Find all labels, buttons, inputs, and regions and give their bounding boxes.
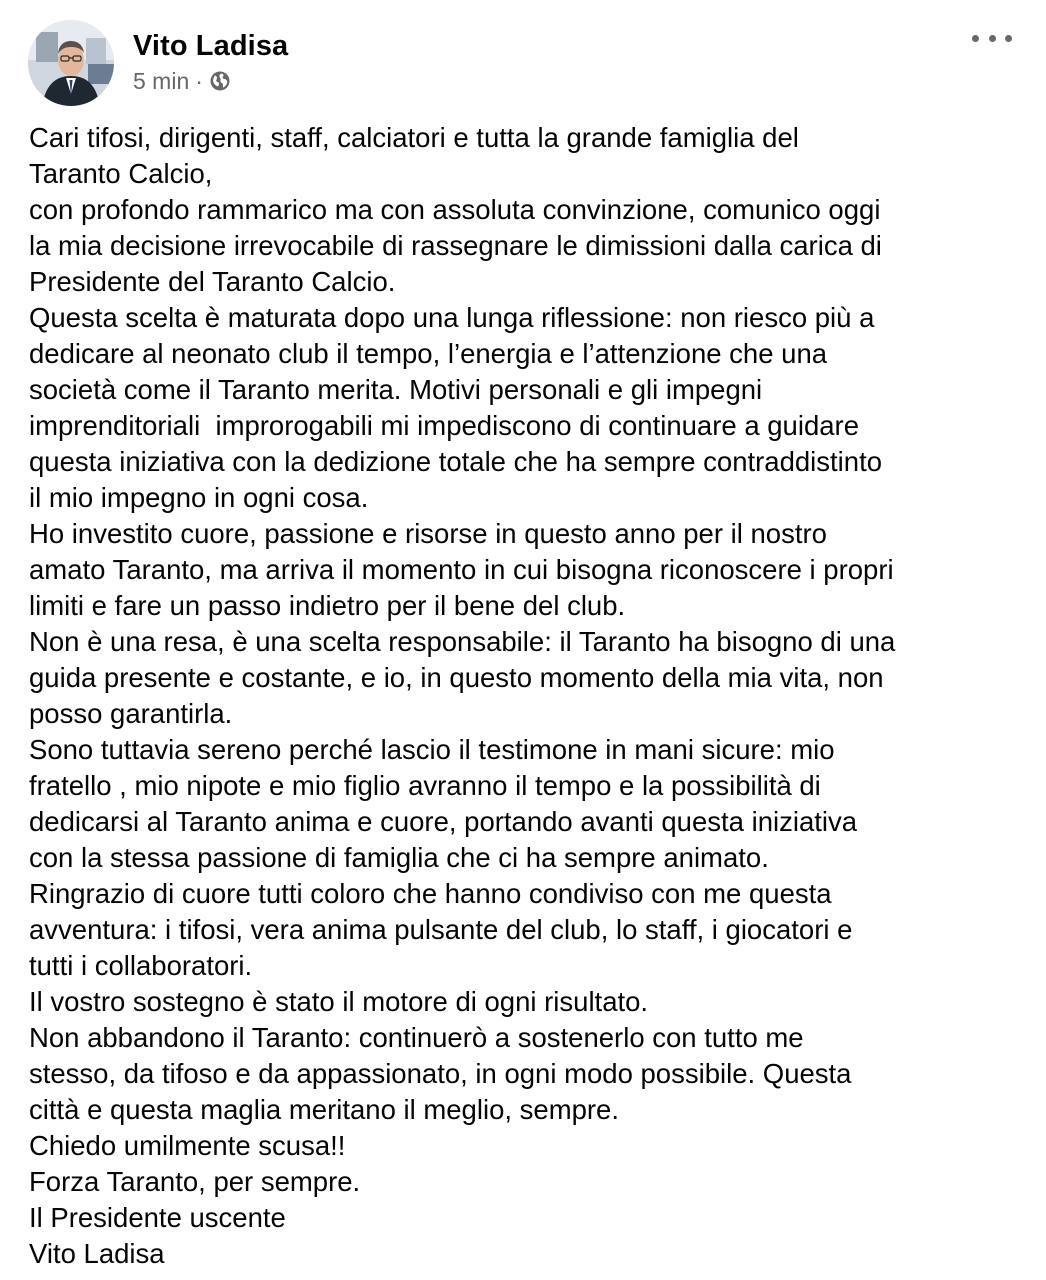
post-text-line: Ringrazio di cuore tutti coloro che hanno condiviso con me questa	[29, 878, 832, 909]
post-text-line: Questa scelta è maturata dopo una lunga riflessione: non riesco più a	[29, 302, 875, 333]
post-text-line: Chiedo umilmente scusa!!	[29, 1130, 346, 1161]
post-text-line: Taranto Calcio,	[29, 158, 213, 189]
post-text-line: avventura: i tifosi, vera anima pulsante del club, lo staff, i giocatori e	[29, 914, 853, 945]
post-timestamp[interactable]: 5 min	[133, 67, 190, 94]
post-text-line: con la stessa passione di famiglia che ci ha sempre animato.	[29, 842, 769, 873]
post-text-line: questa iniziativa con la dedizione totale che ha sempre contraddistinto	[29, 446, 883, 477]
post-text-line: Il vostro sostegno è stato il motore di ogni risultato.	[29, 986, 649, 1017]
post-text-line: posso garantirla.	[29, 698, 233, 729]
post-text-line: con profondo rammarico ma con assoluta convinzione, comunico oggi	[29, 194, 881, 225]
post-text-line: guida presente e costante, e io, in questo momento della mia vita, non	[29, 662, 884, 693]
post-text-line: città e questa maglia meritano il meglio, sempre.	[29, 1094, 619, 1125]
post-text	[29, 120, 1024, 1272]
meta-separator: ·	[195, 67, 203, 94]
post-text-line: Forza Taranto, per sempre.	[29, 1166, 361, 1197]
post-text-line: dedicare al neonato club il tempo, l’energia e l’attenzione che una	[29, 338, 828, 369]
post-text-line: imprenditoriali improrogabili mi impediscono di continuare a guidare	[29, 410, 859, 441]
more-horizontal-icon-dot	[1005, 35, 1012, 42]
more-options-button[interactable]	[972, 26, 1012, 50]
post-text-line: Non è una resa, è una scelta responsabile: il Taranto ha bisogno di una	[29, 626, 896, 657]
post-text-line: tutti i collaboratori.	[29, 950, 253, 981]
post-text-line: amato Taranto, ma arriva il momento in cui bisogna riconoscere i propri	[29, 554, 894, 585]
post-text-line: Cari tifosi, dirigenti, staff, calciatori e tutta la grande famiglia del	[29, 122, 799, 153]
avatar-image	[28, 20, 114, 106]
author-name[interactable]: Vito Ladisa	[133, 30, 289, 62]
post-text-line: il mio impegno in ogni cosa.	[29, 482, 369, 513]
avatar[interactable]	[28, 20, 114, 106]
post-text-line: fratello , mio nipote e mio figlio avranno il tempo e la possibilità di	[29, 770, 821, 801]
post-meta	[133, 66, 231, 96]
post-text-line: dedicarsi al Taranto anima e cuore, portando avanti questa iniziativa	[29, 806, 858, 837]
post-text-line: la mia decisione irrevocabile di rassegnare le dimissioni dalla carica di	[29, 230, 882, 261]
post-text-line: Vito Ladisa	[29, 1238, 165, 1269]
post-text-line: stesso, da tifoso e da appassionato, in ogni modo possibile. Questa	[29, 1058, 852, 1089]
globe-icon[interactable]	[209, 70, 231, 92]
post-text-line: Il Presidente uscente	[29, 1202, 286, 1233]
post-header	[28, 20, 1018, 110]
post-text-line: Presidente del Taranto Calcio.	[29, 266, 396, 297]
post-text-line: limiti e fare un passo indietro per il bene del club.	[29, 590, 626, 621]
post-text-line: società come il Taranto merita. Motivi personali e gli impegni	[29, 374, 763, 405]
more-horizontal-icon-dot	[989, 35, 996, 42]
more-horizontal-icon-dot	[972, 35, 979, 42]
post-text-line: Non abbandono il Taranto: continuerò a sostenerlo con tutto me	[29, 1022, 804, 1053]
post-text-line: Ho investito cuore, passione e risorse in questo anno per il nostro	[29, 518, 827, 549]
post-text-line: Sono tuttavia sereno perché lascio il testimone in mani sicure: mio	[29, 734, 835, 765]
